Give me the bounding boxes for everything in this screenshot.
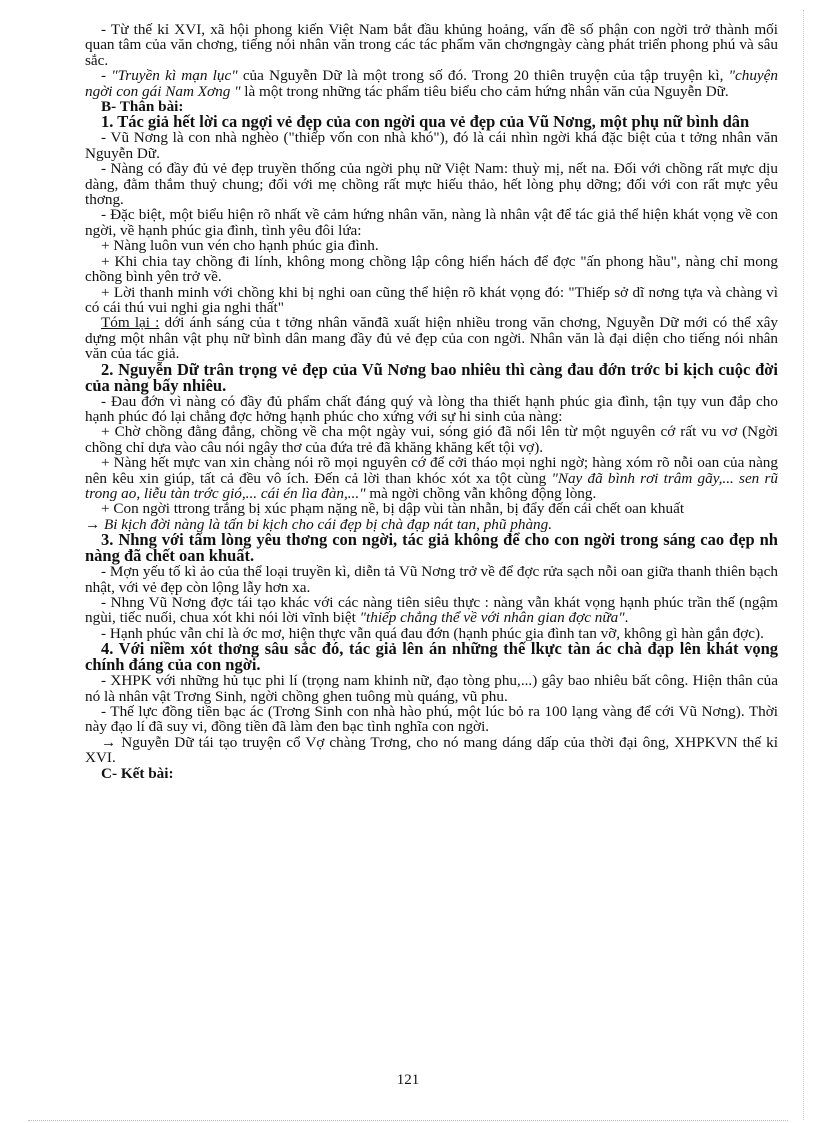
text-run: -	[101, 67, 112, 85]
paragraph: - Đặc biệt, một biểu hiện rõ nhất về cảm hứng nhân văn, nàng là nhân vật để tác giả thể hiện khát vọng về con ngời, về hạnh phúc gia đình, tình yêu đôi lứa:	[85, 206, 778, 239]
text-run: là một trong những tác phẩm tiêu biểu cho cảm hứng nhân văn của Nguyễn Dữ.	[240, 82, 729, 100]
text-run: .	[624, 609, 629, 627]
paragraph: + Khi chia tay chồng đi lính, không mong chồng lập công hiển hách để đợc "ấn phong hầu", nàng chỉ mong chồng bình yên trở về.	[85, 252, 778, 286]
section-heading: 3. Nhng với tấm lòng yêu thơng con ngời, tác giả không để cho con ngời trong sáng cao đẹp nh nàng đã chết oan khuất.	[85, 530, 778, 566]
page-number: 121	[396, 1072, 420, 1088]
paragraph: - Mợn yếu tố kì ảo của thể loại truyền kì, diễn tả Vũ Nơng trở về để đợc rửa sạch nỗi oan giữa thanh thiên bạch nhật, với vẻ đẹp còn lộng lẫy hơn xa.	[85, 563, 778, 596]
page-border-bottom	[28, 1120, 788, 1121]
paragraph: - Vũ Nơng là con nhà nghèo ("thiếp vốn con nhà khó"), đó là cái nhìn ngời khá đặc biệt của t tởng nhân văn Nguyễn Dữ.	[85, 129, 778, 162]
paragraph: + Con ngời ttrong trắng bị xúc phạm nặng nề, bị dập vùi tàn nhẫn, bị đẩy đến cái chết oan khuất	[101, 500, 685, 518]
paragraph: - XHPK với những hủ tục phi lí (trọng nam khinh nữ, đạo tòng phu,...) gây bao nhiêu bất công. Hiện thân của nó là nhân vật Trơng Sinh, ngời chồng ghen tuông mù quáng, vũ phu.	[85, 672, 778, 705]
paragraph: → Bi kịch đời nàng là tấn bi kịch cho cái đẹp bị chà đạp nát tan, phũ phàng.	[85, 515, 553, 533]
paragraph	[85, 455, 778, 501]
section-heading: 2. Nguyễn Dữ trân trọng vẻ đẹp của Vũ Nơng bao nhiêu thì càng đau đớn trớc bi kịch cuộc đời của nàng bấy nhiêu.	[85, 359, 778, 395]
paragraph: → Nguyễn Dữ tái tạo truyện cổ Vợ chàng Trơng, cho nó mang dáng dấp của thời đại ông, XHPKVN thế kỉ XVI.	[85, 733, 778, 767]
text-run: mà ngời chồng vẫn không động lòng.	[365, 484, 597, 502]
section-heading: 4. Với niềm xót thơng sâu sắc đó, tác giả lên án những thế lkực tàn ác chà đạp lên khát vọng chính đáng của con ngời.	[85, 639, 778, 675]
paragraph: - Hạnh phúc vẫn chỉ là ớc mơ, hiện thực vẫn quá đau đớn (hạnh phúc gia đình tan vỡ, không gì hàn gắn đợc).	[101, 624, 764, 642]
text-run: + Nàng hết mực van xin chàng nói rõ mọi nguyên cớ để cởi tháo mọi nghi ngờ; hàng xóm rõ nỗi oan của nàng nên kêu xin giúp, tất cả đều vô ích. Đến cả lời than khóc xót xa tột cùng	[85, 454, 778, 487]
paragraph: - Đau đớn vì nàng có đầy đủ phẩm chất đáng quý và lòng tha thiết hạnh phúc gia đình, tận tụy vun đắp cho hạnh phúc đó lại chẳng đợc hởng hạnh phúc cho xứng với sự hi sinh của nàng:	[85, 392, 778, 425]
italic-quote: "Truyền kì mạn lục"	[111, 67, 238, 85]
document-body	[85, 22, 778, 781]
paragraph	[85, 68, 778, 99]
text-run: - Nhng Vũ Nơng đợc tái tạo khác với các nàng tiên siêu thực : nàng vẫn khát vọng hạnh phúc trần thế (ngậm ngùi, tiếc nuối, chua xót khi nói lời vĩnh biệt	[85, 594, 778, 627]
text-run: dới ánh sáng của t tởng nhân vănđã xuất hiện nhiều trong văn chơng, Nguyễn Dữ mới có thể xây dựng một nhân vật phụ nữ bình dân mang đầy đủ vẻ đẹp của con ngời. Nhân văn là đại diện cho tiếng nói nhân văn của tác giả.	[85, 314, 779, 363]
section-heading: C- Kết bài:	[101, 764, 174, 782]
paragraph	[85, 315, 778, 361]
paragraph: + Lời thanh minh với chồng khi bị nghi oan cũng thể hiện rõ khát vọng đó: "Thiếp sở dĩ nơng tựa và chàng vì có cái thú vui nghi gia nghi thất"	[85, 283, 778, 316]
paragraph	[85, 595, 778, 626]
italic-quote: "Nay đã bình rơi trâm gãy,... sen rũ trong ao, liễu tàn trớc gió,... cái én lìa đàn,..."	[85, 469, 779, 502]
text-run: của Nguyễn Dữ là một trong số đó. Trong 20 thiên truyện của tập truyện kì,	[237, 67, 729, 85]
paragraph: - Thế lực đồng tiền bạc ác (Trơng Sinh con nhà hào phú, một lúc bỏ ra 100 lạng vàng để cới Vũ Nơng). Thời này đạo lí đã suy vi, đồng tiền đã làm đen bạc tình nghĩa con ngời.	[85, 703, 778, 736]
paragraph: + Chờ chồng đằng đẳng, chồng về cha một ngày vui, sóng gió đã nổi lên từ một nguyên cớ rất vu vơ (Ngời chồng chỉ dựa vào câu nói ngây thơ của đứa trẻ đã khăng khăng kết tội vợ).	[85, 423, 778, 456]
section-heading: 1. Tác giả hết lời ca ngợi vẻ đẹp của con ngời qua vẻ đẹp của Vũ Nơng, một phụ nữ bình dân	[101, 112, 750, 132]
section-heading: B- Thân bài:	[101, 98, 184, 116]
paragraph: - Từ thế kỉ XVI, xã hội phong kiến Việt Nam bắt đầu khủng hoảng, vấn đề số phận con ngời trở thành mối quan tâm của văn chơng, tiếng nói nhân văn trong các tác phẩm văn chơngngày càng phát triển phong phú và sâu sắc.	[85, 21, 778, 69]
italic-quote: "thiếp chẳng thể về với nhân gian đợc nữa"	[359, 609, 625, 627]
paragraph: - Nàng có đầy đủ vẻ đẹp truyền thống của ngời phụ nữ Việt Nam: thuỳ mị, nết na. Đối với chồng rất mực dịu dàng, đằm thắm thuỷ chung; đối với mẹ chồng rất mực hiếu thảo, hết lòng phụ dỡng; đối với con rất mực yêu thơng.	[85, 160, 778, 209]
page-border-right	[803, 10, 804, 1120]
italic-quote: "chuyện ngời con gái Nam Xơng "	[85, 67, 778, 100]
paragraph: + Nàng luôn vun vén cho hạnh phúc gia đình.	[101, 237, 379, 255]
underlined-label: Tóm lại :	[101, 314, 160, 332]
